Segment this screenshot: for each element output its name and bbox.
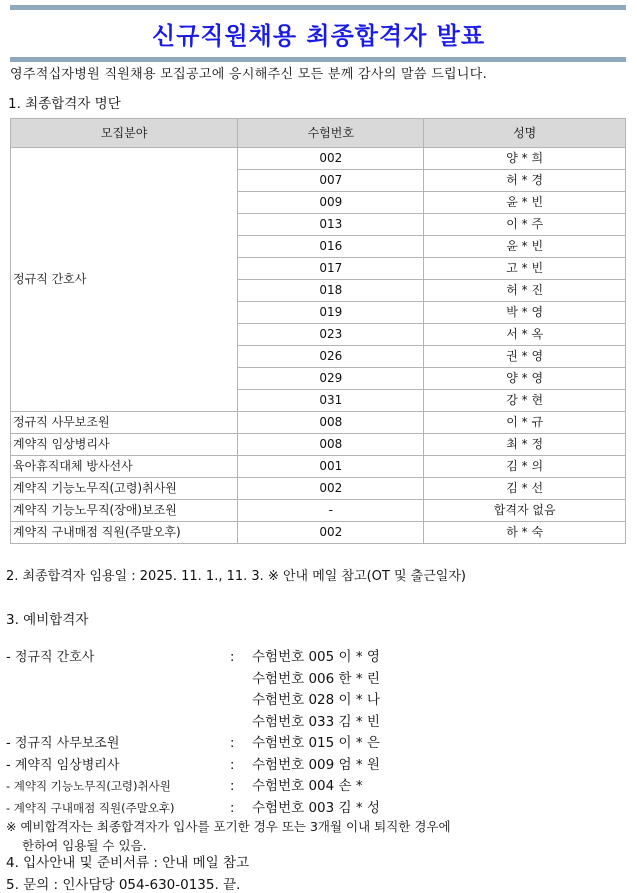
reserve-candidate: 수험번호 004 손 * xyxy=(252,778,363,794)
reserve-note-line1: ※ 예비합격자는 최종합격자가 입사를 포기한 경우 또는 3개월 이내 퇴직한 경우에 xyxy=(6,819,451,834)
intro-text: 영주적십자병원 직원채용 모집공고에 응시해주신 모든 분께 감사의 말씀 드립니다. xyxy=(10,67,488,82)
cell-exam-number: 008 xyxy=(238,412,424,434)
cell-exam-number: 019 xyxy=(238,302,424,324)
cell-exam-number: 017 xyxy=(238,258,424,280)
cell-name: 강 * 현 xyxy=(424,390,626,412)
cell-name: 하 * 숙 xyxy=(424,522,626,544)
cell-name: 윤 * 빈 xyxy=(424,236,626,258)
reserve-field-label: - 계약직 기능노무직(고령)취사원 xyxy=(6,779,171,793)
column-header-field: 모집분야 xyxy=(11,119,238,148)
reserve-colon: : xyxy=(230,736,235,751)
section2-start-date: 2. 최종합격자 임용일 : 2025. 11. 1., 11. 3. ※ 안내 메일 참고(OT 및 출근일자) xyxy=(6,569,466,584)
reserve-candidate: 수험번호 009 엄 * 원 xyxy=(252,756,380,773)
reserve-note xyxy=(6,817,451,855)
reserve-candidate: 수험번호 028 이 * 나 xyxy=(252,692,380,708)
cell-exam-number: 007 xyxy=(238,170,424,192)
header-bar-bottom xyxy=(10,57,626,62)
reserve-colon: : xyxy=(230,757,235,773)
cell-exam-number: 031 xyxy=(238,390,424,412)
cell-name: 양 * 희 xyxy=(424,148,626,170)
cell-exam-number: 002 xyxy=(238,478,424,500)
cell-exam-number: 001 xyxy=(238,456,424,478)
reserve-colon: : xyxy=(230,650,235,665)
table-row xyxy=(11,522,626,544)
reserve-field-label: - 정규직 사무보조원 xyxy=(6,736,120,751)
section1-heading: 1. 최종합격자 명단 xyxy=(8,96,121,112)
cell-exam-number: 023 xyxy=(238,324,424,346)
cell-field: 정규직 사무보조원 xyxy=(11,412,238,434)
cell-exam-number: 008 xyxy=(238,434,424,456)
column-header-name: 성명 xyxy=(424,119,626,148)
section5-contact: 5. 문의 : 인사담당 054-630-0135. 끝. xyxy=(6,877,241,893)
reserve-field-label: - 계약직 임상병리사 xyxy=(6,757,120,773)
cell-name: 허 * 경 xyxy=(424,170,626,192)
cell-exam-number: 002 xyxy=(238,148,424,170)
cell-field: 계약직 기능노무직(고령)취사원 xyxy=(11,478,238,500)
cell-exam-number: 026 xyxy=(238,346,424,368)
cell-field: 계약직 임상병리사 xyxy=(11,434,238,456)
cell-exam-number: 016 xyxy=(238,236,424,258)
table-row xyxy=(11,478,626,500)
reserve-candidate: 수험번호 006 한 * 린 xyxy=(252,670,380,687)
table-row xyxy=(11,434,626,456)
cell-exam-number: 009 xyxy=(238,192,424,214)
cell-field: 정규직 간호사 xyxy=(11,148,238,412)
cell-name: 이 * 규 xyxy=(424,412,626,434)
reserve-field-label: - 정규직 간호사 xyxy=(6,650,95,665)
reserve-field-label: - 계약직 구내매점 직원(주말오후) xyxy=(6,800,175,815)
reserve-candidate: 수험번호 015 이 * 은 xyxy=(252,735,380,751)
cell-name: 권 * 영 xyxy=(424,346,626,368)
reserve-candidate: 수험번호 003 김 * 성 xyxy=(252,799,380,816)
cell-name: 최 * 정 xyxy=(424,434,626,456)
cell-name: 허 * 진 xyxy=(424,280,626,302)
cell-name: 박 * 영 xyxy=(424,302,626,324)
cell-name: 서 * 옥 xyxy=(424,324,626,346)
reserve-candidate: 수험번호 005 이 * 영 xyxy=(252,649,380,665)
table-row xyxy=(11,148,626,170)
page-title: 신규직원채용 최종합격자 발표 xyxy=(151,22,486,50)
cell-exam-number: - xyxy=(238,500,424,522)
table-header-row xyxy=(11,119,626,148)
cell-exam-number: 018 xyxy=(238,280,424,302)
cell-name: 이 * 주 xyxy=(424,214,626,236)
cell-field: 계약직 구내매점 직원(주말오후) xyxy=(11,522,238,544)
cell-field: 계약직 기능노무직(장애)보조원 xyxy=(11,500,238,522)
section3-heading: 3. 예비합격자 xyxy=(6,612,89,628)
section4-onboarding: 4. 입사안내 및 준비서류 : 안내 메일 참고 xyxy=(6,855,250,871)
reserve-note-line2: 한하여 임용될 수 있음. xyxy=(22,838,147,853)
cell-name: 양 * 영 xyxy=(424,368,626,390)
cell-exam-number: 002 xyxy=(238,522,424,544)
cell-name: 합격자 없음 xyxy=(424,500,626,522)
cell-name: 윤 * 빈 xyxy=(424,192,626,214)
cell-name: 김 * 의 xyxy=(424,456,626,478)
table-row xyxy=(11,500,626,522)
cell-field: 육아휴직대체 방사선사 xyxy=(11,456,238,478)
table-row xyxy=(11,412,626,434)
reserve-colon: : xyxy=(230,779,235,794)
final-results-table xyxy=(10,118,626,544)
cell-exam-number: 029 xyxy=(238,368,424,390)
cell-name: 고 * 빈 xyxy=(424,258,626,280)
header-bar-top xyxy=(10,5,626,10)
column-header-number: 수험번호 xyxy=(238,119,424,148)
cell-name: 김 * 선 xyxy=(424,478,626,500)
cell-exam-number: 013 xyxy=(238,214,424,236)
reserve-candidate: 수험번호 033 김 * 빈 xyxy=(252,713,380,730)
table-row xyxy=(11,456,626,478)
reserve-colon: : xyxy=(230,800,235,816)
